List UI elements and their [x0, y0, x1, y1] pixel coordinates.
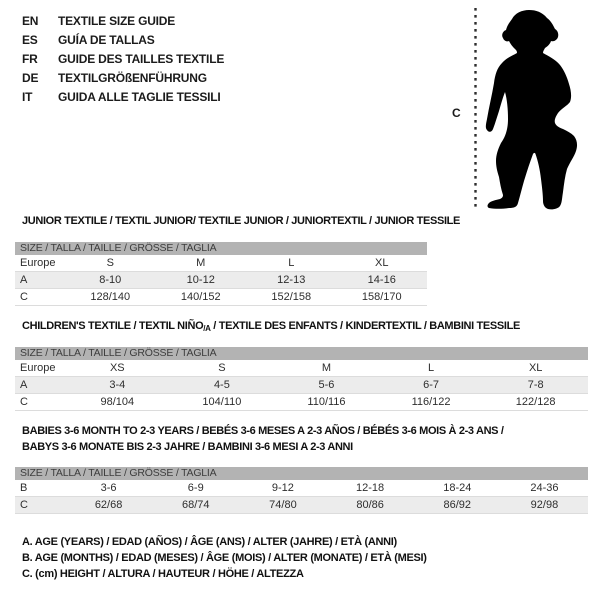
language-code: FR	[22, 52, 38, 66]
children-title-pre: CHILDREN'S TEXTILE / TEXTIL NIÑO	[22, 320, 204, 332]
height-cell: 152/158	[271, 291, 312, 303]
children-table-title	[22, 320, 520, 333]
age-cell: 12-13	[277, 274, 306, 286]
table-row	[15, 272, 427, 289]
babies-table	[15, 467, 588, 514]
table-row	[15, 360, 588, 377]
language-item-de	[22, 69, 224, 88]
toddler-silhouette	[486, 10, 577, 209]
language-list	[22, 12, 224, 107]
table-row	[15, 480, 588, 497]
row-label: C	[20, 291, 28, 303]
footnote-c: C. (cm) HEIGHT / ALTURA / HAUTEUR / HÖHE / ALTEZZA	[22, 568, 304, 580]
language-item-en	[22, 12, 224, 31]
table-row	[15, 289, 427, 306]
children-table	[15, 347, 588, 411]
height-cell: 158/170	[361, 291, 402, 303]
size-cell: M	[321, 362, 332, 374]
junior-table-title: JUNIOR TEXTILE / TEXTIL JUNIOR/ TEXTILE JUNIOR / JUNIORTEXTIL / JUNIOR TESSILE	[22, 215, 461, 227]
size-cell: S	[218, 362, 226, 374]
table-row	[15, 377, 588, 394]
row-label: Europe	[20, 362, 56, 374]
age-cell: 24-36	[530, 482, 559, 494]
age-cell: 3-4	[109, 379, 126, 391]
height-measure-label: C	[452, 106, 461, 120]
size-cell: L	[428, 362, 435, 374]
age-cell: 8-10	[99, 274, 122, 286]
table-row	[15, 394, 588, 411]
junior-table	[15, 242, 427, 306]
babies-title-line1: BABIES 3-6 MONTH TO 2-3 YEARS / BEBÉS 3-6 MESES A 2-3 AÑOS / BÉBÉS 3-6 MOIS À 2-3 ANS /	[22, 425, 504, 437]
height-cell: 140/152	[180, 291, 221, 303]
language-title: GUIDE DES TAILLES TEXTILE	[58, 52, 225, 66]
row-label: C	[20, 499, 28, 511]
age-cell: 6-9	[187, 482, 204, 494]
footnote-b: B. AGE (MONTHS) / EDAD (MESES) / ÂGE (MOIS) / ALTER (MONATE) / ETÀ (MESI)	[22, 552, 427, 564]
age-cell: 9-12	[271, 482, 294, 494]
language-item-fr	[22, 50, 224, 69]
height-cell: 110/116	[307, 396, 346, 408]
row-label: A	[20, 379, 28, 391]
language-code: ES	[22, 33, 38, 47]
language-title: TEXTILE SIZE GUIDE	[58, 14, 176, 28]
height-cell: 116/122	[411, 396, 451, 408]
age-cell: 10-12	[186, 274, 215, 286]
age-cell: 3-6	[100, 482, 117, 494]
language-item-es	[22, 31, 224, 50]
age-cell: 4-5	[213, 379, 230, 391]
toddler-figure	[470, 7, 598, 212]
size-cell: M	[196, 257, 206, 269]
babies-table-title	[22, 423, 504, 455]
row-label: C	[20, 396, 28, 408]
age-cell: 7-8	[527, 379, 544, 391]
row-label: A	[20, 274, 28, 286]
height-cell: 68/74	[181, 499, 210, 511]
height-cell: 98/104	[100, 396, 135, 408]
height-cell: 128/140	[90, 291, 131, 303]
language-title: GUÍA DE TALLAS	[58, 33, 155, 47]
size-header-bar: SIZE / TALLA / TAILLE / GRÖSSE / TAGLIA	[15, 467, 588, 480]
language-code: EN	[22, 14, 39, 28]
row-label: B	[20, 482, 28, 494]
row-label: Europe	[20, 257, 56, 269]
size-header-bar: SIZE / TALLA / TAILLE / GRÖSSE / TAGLIA	[15, 242, 427, 255]
table-row	[15, 255, 427, 272]
size-cell: L	[288, 257, 295, 269]
height-cell: 80/86	[356, 499, 384, 511]
height-cell: 104/110	[202, 396, 242, 408]
size-cell: XS	[109, 362, 125, 374]
language-code: IT	[22, 90, 33, 104]
age-cell: 5-6	[318, 379, 335, 391]
footnotes	[22, 534, 427, 582]
language-title: TEXTILGRÖßENFÜHRUNG	[58, 71, 207, 85]
height-cell: 74/80	[269, 499, 297, 511]
language-item-it	[22, 88, 224, 107]
language-title: GUIDA ALLE TAGLIE TESSILI	[58, 90, 221, 104]
age-cell: 14-16	[367, 274, 396, 286]
height-cell: 92/98	[530, 499, 559, 511]
height-cell: 122/128	[515, 396, 556, 408]
size-cell: XL	[375, 257, 389, 269]
footnote-a: A. AGE (YEARS) / EDAD (AÑOS) / ÂGE (ANS) / ALTER (JAHRE) / ETÀ (ANNI)	[22, 536, 397, 548]
language-code: DE	[22, 71, 39, 85]
babies-title-line2: BABYS 3-6 MONATE BIS 2-3 JAHRE / BAMBINI 3-6 MESI A 2-3 ANNI	[22, 441, 353, 453]
table-row	[15, 497, 588, 514]
size-header-bar: SIZE / TALLA / TAILLE / GRÖSSE / TAGLIA	[15, 347, 588, 360]
age-cell: 12-18	[356, 482, 385, 494]
age-cell: 18-24	[443, 482, 472, 494]
age-cell: 6-7	[423, 379, 440, 391]
children-title-post: / TEXTILE DES ENFANTS / KINDERTEXTIL / BAMBINI TESSILE	[210, 320, 520, 332]
height-cell: 62/68	[94, 499, 123, 511]
size-cell: S	[106, 257, 114, 269]
children-title-sub: /A	[203, 324, 211, 333]
size-cell: XL	[528, 362, 543, 374]
height-cell: 86/92	[443, 499, 472, 511]
